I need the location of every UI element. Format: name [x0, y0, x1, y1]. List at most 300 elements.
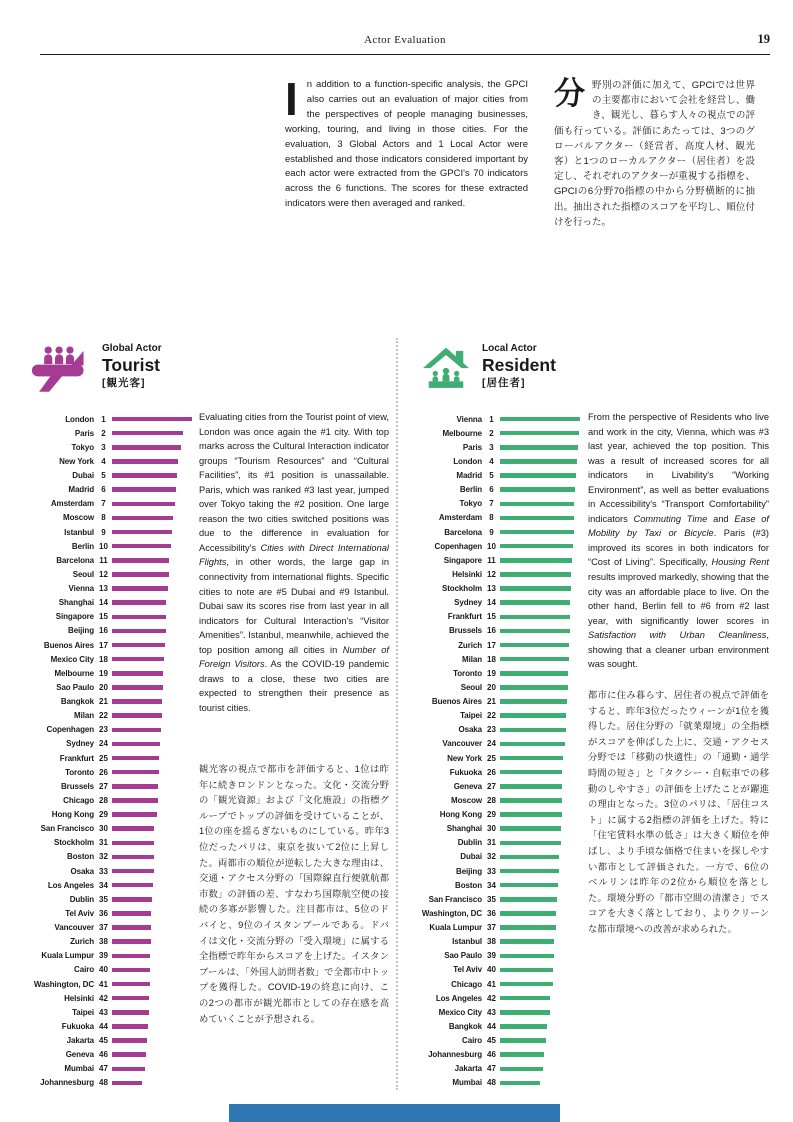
city-label: Jakarta [454, 1064, 482, 1074]
score-bar-track [500, 445, 580, 450]
ranking-row [418, 567, 580, 581]
rank-number: 33 [99, 866, 108, 876]
score-bar-track [500, 473, 580, 478]
ranking-row [418, 864, 580, 878]
ranking-row [418, 1005, 580, 1019]
rank-number: 38 [99, 937, 108, 947]
score-bar [500, 487, 575, 492]
rank-number: 20 [99, 682, 108, 692]
rank-number: 13 [487, 584, 496, 594]
score-bar-track [500, 586, 580, 591]
ranking-row [30, 765, 192, 779]
ranking-row [30, 1005, 192, 1019]
score-bar [112, 883, 153, 888]
rank-number: 30 [487, 824, 496, 834]
score-bar-track [112, 996, 192, 1001]
page-number: 19 [757, 32, 770, 46]
actor-type-label: Global Actor [102, 343, 162, 354]
city-label: Beijing [68, 626, 94, 636]
intro-paragraph-en [285, 73, 528, 230]
city-label: Istanbul [452, 937, 482, 947]
city-label: Helsinki [64, 993, 94, 1003]
ranking-row [30, 638, 192, 652]
score-bar-track [500, 558, 580, 563]
rank-number: 39 [487, 951, 496, 961]
ranking-row [418, 440, 580, 454]
rank-number: 42 [487, 993, 496, 1003]
score-bar [112, 629, 166, 634]
score-bar-track [500, 685, 580, 690]
ranking-row [418, 723, 580, 737]
city-label: Helsinki [452, 569, 482, 579]
ranking-row [30, 723, 192, 737]
ranking-row [418, 906, 580, 920]
ranking-row [418, 709, 580, 723]
city-label: Los Angeles [47, 880, 94, 890]
score-bar [112, 911, 151, 916]
rank-number: 46 [99, 1050, 108, 1060]
rank-number: 8 [101, 513, 106, 523]
score-bar-track [500, 1052, 580, 1057]
score-bar-track [112, 629, 192, 634]
ranking-row [418, 426, 580, 440]
score-bar-track [112, 431, 192, 436]
score-bar-track [500, 1081, 580, 1086]
score-bar [112, 1038, 147, 1043]
score-bar-track [500, 925, 580, 930]
city-label: Boston [67, 852, 94, 862]
page-header [40, 30, 770, 55]
city-label: Berlin [459, 485, 482, 495]
score-bar [112, 925, 151, 930]
ranking-row [418, 737, 580, 751]
score-bar-track [112, 1038, 192, 1043]
rank-number: 15 [99, 612, 108, 622]
rank-number: 41 [99, 979, 108, 989]
ranking-row [418, 680, 580, 694]
score-bar [500, 530, 574, 535]
score-bar-track [500, 939, 580, 944]
rank-number: 14 [99, 598, 108, 608]
score-bar-track [500, 728, 580, 733]
score-bar-track [112, 572, 192, 577]
ranking-row [418, 596, 580, 610]
score-bar-track [500, 869, 580, 874]
city-label: New York [59, 456, 94, 466]
score-bar-track [112, 600, 192, 605]
score-bar-track [112, 445, 192, 450]
city-label: Kuala Lumpur [41, 951, 94, 961]
rank-number: 47 [487, 1064, 496, 1074]
score-bar [112, 954, 150, 959]
rank-number: 43 [487, 1007, 496, 1017]
score-bar-track [500, 911, 580, 916]
score-bar [500, 1024, 547, 1029]
ranking-row [30, 1019, 192, 1033]
rank-number: 37 [487, 923, 496, 933]
ranking-row [418, 892, 580, 906]
ranking-row [30, 864, 192, 878]
ranking-row [418, 511, 580, 525]
score-bar-track [112, 968, 192, 973]
score-bar-track [500, 770, 580, 775]
rank-number: 27 [487, 781, 496, 791]
score-bar-track [112, 826, 192, 831]
ranking-row [30, 1076, 192, 1090]
score-bar-track [112, 643, 192, 648]
score-bar [112, 586, 168, 591]
ranking-row [30, 426, 192, 440]
actor-name-ja-label: [観光客] [102, 377, 146, 389]
ranking-row [418, 921, 580, 935]
rank-number: 10 [99, 541, 108, 551]
score-bar [112, 742, 160, 747]
city-label: Geneva [65, 1050, 94, 1060]
score-bar [500, 629, 570, 634]
score-bar-track [500, 897, 580, 902]
score-bar [112, 657, 164, 662]
score-bar [112, 530, 172, 535]
score-bar-track [112, 615, 192, 620]
rank-number: 48 [99, 1078, 108, 1088]
score-bar [500, 756, 563, 761]
ranking-row [418, 935, 580, 949]
ranking-row [418, 539, 580, 553]
city-label: Moscow [63, 513, 94, 523]
city-label: Paris [462, 442, 482, 452]
ranking-row [30, 949, 192, 963]
ranking-row [418, 553, 580, 567]
rank-number: 17 [487, 640, 496, 650]
dotted-divider [396, 338, 398, 1090]
score-bar-track [112, 473, 192, 478]
ranking-row [30, 1062, 192, 1076]
city-label: Buenos Aires [43, 640, 94, 650]
city-label: Washington, DC [421, 908, 482, 918]
score-bar [112, 516, 173, 521]
rank-number: 25 [99, 753, 108, 763]
score-bar-track [112, 671, 192, 676]
city-label: Johannesburg [40, 1078, 94, 1088]
ranking-row [418, 850, 580, 864]
city-label: Cairo [462, 1036, 482, 1046]
score-bar [500, 657, 569, 662]
ranking-row [418, 765, 580, 779]
city-label: Copenhagen [46, 725, 94, 735]
ranking-row [30, 652, 192, 666]
score-bar-track [112, 417, 192, 422]
rank-number: 24 [487, 739, 496, 749]
ranking-row [418, 610, 580, 624]
score-bar-track [112, 1067, 192, 1072]
score-bar [500, 417, 580, 422]
city-label: Vancouver [442, 739, 482, 749]
ranking-row [418, 695, 580, 709]
city-label: Copenhagen [434, 541, 482, 551]
score-bar [112, 869, 154, 874]
ranking-row [30, 779, 192, 793]
city-label: Jakarta [66, 1036, 94, 1046]
score-bar [500, 841, 561, 846]
score-bar-track [500, 417, 580, 422]
city-label: Mexico City [438, 1007, 482, 1017]
ranking-row [418, 808, 580, 822]
resident-header-text [482, 343, 556, 390]
ranking-row [30, 751, 192, 765]
rank-number: 26 [487, 767, 496, 777]
ranking-row [418, 751, 580, 765]
score-bar-track [112, 911, 192, 916]
city-label: Chicago [451, 979, 482, 989]
score-bar-track [500, 699, 580, 704]
score-bar [500, 671, 568, 676]
city-label: Mumbai [452, 1078, 482, 1088]
dropcap-ja: 分 [554, 76, 585, 111]
rank-number: 8 [489, 513, 494, 523]
score-bar-track [500, 855, 580, 860]
score-bar-track [112, 1024, 192, 1029]
city-label: Berlin [71, 541, 94, 551]
score-bar-track [500, 798, 580, 803]
intro-text-en: n addition to a function-specific analysis, the GPCI also carries out an evaluation of major cities from the perspectives of people managing businesses, working, touring, and living in those cities. For the evaluation, 3 Global Actors and 1 Local Actor were established and those indicators considered important by each actor were extracted from the GPCI's 70 indicators across the 6 functions. The scores for these extracted indicators were then averaged and ranked. [285, 79, 528, 210]
rank-number: 29 [99, 810, 108, 820]
tourist-commentary-en: Evaluating cities from the Tourist point of view, London was once again the #1 city. With top marks across the Cultural Interaction indicator groups “Tourism Resources” and “Cultural Facilities”, its #1 position is unassailable. Paris, which was ranked #3 last year, jumped over Tokyo taking the #2 position. One large reason the two cities switched positions was due to the difference in evaluation for Accessibility's Cities with Direct International Flights, in other words, the large gap in connectivity from international flights. Specific cities to note are #5 Dubai and #9 Istanbul. Dubai saw its scores rise from last year in all indicators for Cultural Interaction's “Visitor Amenities”. Istanbul, meanwhile, achieved the top position among all cities in Number of Foreign Visitors. As the COVID-19 pandemic draws to a close, these two cities are expected to strengthen their presence as tourist cities. [199, 412, 389, 713]
ranking-row [30, 412, 192, 426]
dropcap-en: I [285, 73, 298, 125]
ranking-row [418, 878, 580, 892]
house-resident-icon [423, 345, 469, 398]
rank-number: 47 [99, 1064, 108, 1074]
ranking-row [30, 822, 192, 836]
rank-number: 28 [99, 795, 108, 805]
city-label: Amsterdam [438, 513, 482, 523]
score-bar [112, 968, 150, 973]
city-label: Amsterdam [50, 499, 94, 509]
score-bar [112, 1024, 148, 1029]
city-label: Madrid [68, 485, 94, 495]
city-label: Johannesburg [428, 1050, 482, 1060]
ranking-row [30, 567, 192, 581]
ranking-row [30, 991, 192, 1005]
rank-number: 33 [487, 866, 496, 876]
rank-number: 12 [99, 569, 108, 579]
ranking-row [30, 469, 192, 483]
score-bar [112, 1067, 145, 1072]
score-bar-track [500, 431, 580, 436]
score-bar [500, 685, 568, 690]
score-bar [500, 615, 570, 620]
ranking-row [30, 695, 192, 709]
score-bar [500, 431, 579, 436]
city-label: San Francisco [40, 824, 94, 834]
score-bar-track [500, 982, 580, 987]
ranking-row [30, 1048, 192, 1062]
ranking-row [30, 892, 192, 906]
rank-number: 14 [487, 598, 496, 608]
score-bar [500, 713, 566, 718]
score-bar-track [500, 784, 580, 789]
city-label: Geneva [453, 781, 482, 791]
ranking-row [418, 1034, 580, 1048]
score-bar [112, 826, 154, 831]
resident-section-header [423, 343, 556, 398]
ranking-row [418, 638, 580, 652]
rank-number: 11 [99, 555, 108, 565]
rank-number: 1 [489, 414, 494, 424]
ranking-row [418, 497, 580, 511]
rank-number: 3 [489, 442, 494, 452]
score-bar-track [500, 841, 580, 846]
city-label: Zurich [458, 640, 482, 650]
tourist-header-text [102, 343, 162, 390]
rank-number: 36 [99, 908, 108, 918]
score-bar [112, 502, 175, 507]
ranking-row [30, 497, 192, 511]
city-label: Shanghai [58, 598, 94, 608]
city-label: Melbourne [54, 668, 94, 678]
score-bar-track [500, 572, 580, 577]
ranking-row [30, 539, 192, 553]
rank-number: 5 [489, 471, 494, 481]
rank-number: 9 [101, 527, 106, 537]
rank-number: 17 [99, 640, 108, 650]
rank-number: 4 [489, 456, 494, 466]
city-label: Beijing [456, 866, 482, 876]
ranking-row [418, 624, 580, 638]
rank-number: 10 [487, 541, 496, 551]
score-bar-track [112, 756, 192, 761]
city-label: Brussels [61, 781, 94, 791]
score-bar-track [112, 558, 192, 563]
score-bar [500, 558, 572, 563]
ranking-row [30, 1034, 192, 1048]
city-label: Seoul [460, 682, 482, 692]
score-bar-track [112, 798, 192, 803]
ranking-row [30, 921, 192, 935]
city-label: Dublin [69, 894, 94, 904]
page-title: Actor Evaluation [364, 34, 446, 46]
rank-number: 25 [487, 753, 496, 763]
score-bar [112, 756, 159, 761]
rank-number: 2 [489, 428, 494, 438]
score-bar-track [500, 629, 580, 634]
score-bar [112, 685, 163, 690]
city-label: Cairo [74, 965, 94, 975]
score-bar-track [112, 1052, 192, 1057]
ranking-row [30, 680, 192, 694]
rank-number: 9 [489, 527, 494, 537]
rank-number: 38 [487, 937, 496, 947]
rank-number: 20 [487, 682, 496, 692]
score-bar-track [500, 615, 580, 620]
score-bar [112, 487, 176, 492]
ranking-row [418, 779, 580, 793]
score-bar-track [500, 487, 580, 492]
score-bar-track [500, 742, 580, 747]
rank-number: 4 [101, 456, 106, 466]
ranking-row [418, 963, 580, 977]
score-bar [112, 996, 149, 1001]
score-bar [112, 615, 166, 620]
score-bar-track [500, 643, 580, 648]
score-bar [500, 1052, 544, 1057]
score-bar [500, 812, 562, 817]
city-label: Los Angeles [435, 993, 482, 1003]
city-label: Madrid [456, 471, 482, 481]
score-bar-track [112, 713, 192, 718]
score-bar [112, 459, 178, 464]
rank-number: 5 [101, 471, 106, 481]
score-bar [500, 742, 565, 747]
city-label: Barcelona [444, 527, 482, 537]
ranking-row [418, 454, 580, 468]
rank-number: 11 [487, 555, 496, 565]
rank-number: 13 [99, 584, 108, 594]
intro-paragraph-ja [554, 78, 755, 230]
resident-ranking-chart [418, 412, 580, 1090]
ranking-row [418, 469, 580, 483]
intro-section [285, 73, 755, 230]
rank-number: 48 [487, 1078, 496, 1088]
ranking-row [418, 793, 580, 807]
city-label: Mexico City [50, 654, 94, 664]
city-label: Vienna [68, 584, 94, 594]
rank-number: 16 [99, 626, 108, 636]
score-bar-track [112, 1010, 192, 1015]
score-bar [112, 473, 177, 478]
rank-number: 35 [99, 894, 108, 904]
score-bar [112, 445, 181, 450]
score-bar-track [500, 1024, 580, 1029]
score-bar-track [112, 812, 192, 817]
score-bar-track [112, 982, 192, 987]
rank-number: 23 [487, 725, 496, 735]
score-bar [500, 586, 571, 591]
rank-number: 40 [99, 965, 108, 975]
city-label: Taipei [460, 711, 482, 721]
city-label: Sydney [454, 598, 482, 608]
score-bar [500, 939, 554, 944]
score-bar-track [500, 826, 580, 831]
score-bar-track [112, 699, 192, 704]
score-bar-track [112, 770, 192, 775]
city-label: Tel Aviv [65, 908, 94, 918]
rank-number: 39 [99, 951, 108, 961]
ranking-row [30, 624, 192, 638]
actor-type-label: Local Actor [482, 343, 537, 354]
ranking-row [418, 1048, 580, 1062]
score-bar-track [500, 713, 580, 718]
rank-number: 26 [99, 767, 108, 777]
score-bar [112, 671, 163, 676]
score-bar [500, 826, 561, 831]
rank-number: 6 [489, 485, 494, 495]
rank-number: 15 [487, 612, 496, 622]
ranking-row [418, 1062, 580, 1076]
score-bar-track [112, 742, 192, 747]
city-label: Buenos Aires [431, 697, 482, 707]
rank-number: 46 [487, 1050, 496, 1060]
score-bar-track [500, 1038, 580, 1043]
ranking-row [418, 582, 580, 596]
score-bar-track [112, 841, 192, 846]
rank-number: 18 [99, 654, 108, 664]
city-label: Milan [462, 654, 482, 664]
ranking-row [30, 553, 192, 567]
rank-number: 12 [487, 569, 496, 579]
city-label: Hong Kong [439, 810, 482, 820]
tourist-ranking-chart [30, 412, 192, 1090]
